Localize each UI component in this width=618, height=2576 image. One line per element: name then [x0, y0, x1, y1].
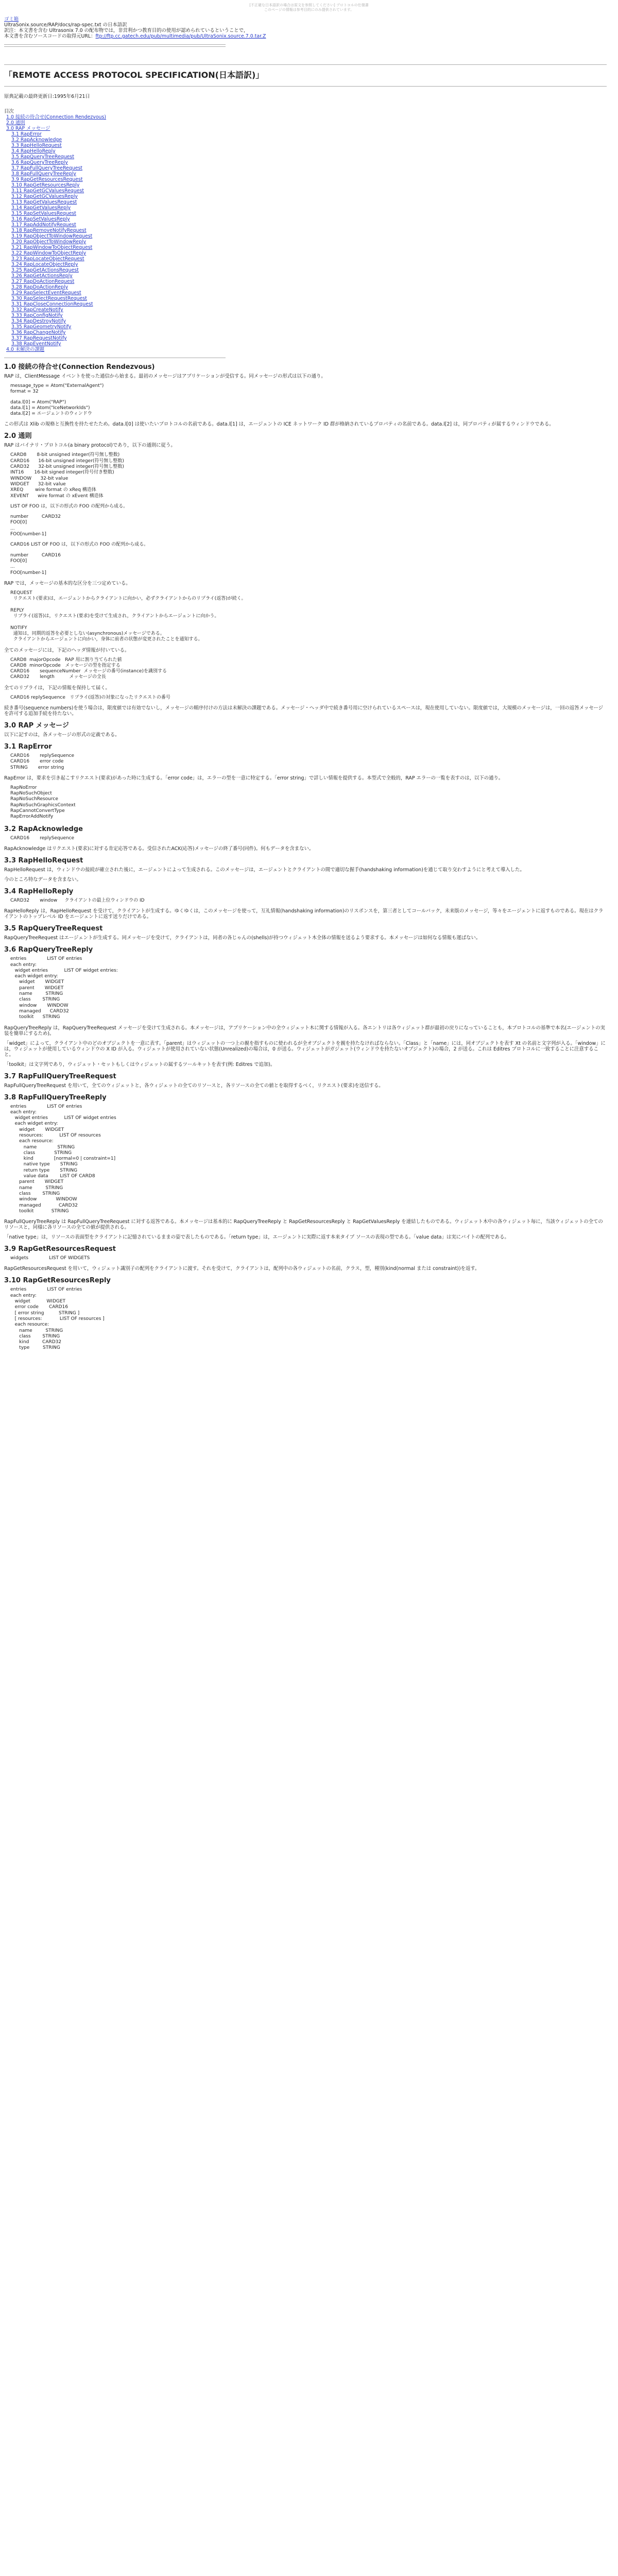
toc-link[interactable]: 3.34 RapDestroyNotify	[11, 318, 66, 324]
toc-link[interactable]: 3.8 RapFullQueryTreeReply	[11, 171, 76, 177]
section-heading: 1.0 接続の待合せ(Connection Rendezvous)	[4, 363, 155, 371]
toc-link[interactable]: 3.14 RapGetValuesReply	[11, 205, 71, 211]
paragraph: RapFullQueryTreeReply は RapFullQueryTreeRequest に対する返答である。本メッセージは基本的に RapQueryTreeReply と RapGetResourcesReply と RapGetValuesReply を連結したものである。ウィジェット木中の各ウィジェット毎に，当該ウィジェットの全てのリソースと，同様に各リソースの全ての値が提供される。	[4, 1219, 603, 1231]
subsection-heading: 3.6 RapQueryTreeReply	[4, 946, 93, 954]
toc-link[interactable]: 3.33 RapConfigNotify	[11, 313, 63, 318]
toc-item	[4, 347, 607, 352]
toc-item	[4, 194, 607, 199]
source-url-line	[4, 33, 607, 39]
toc-item	[4, 131, 607, 137]
paragraph: RapAcknowledge はリクエスト(要求)に対する肯定応答である。受信されたACK(応答)メッセージの終了番号(同件)。何もデータを含まない。	[4, 845, 314, 852]
code-block: entries LIST OF entries each entry: widget entries LIST OF widget entries each widget entry: widget WIDGET resources: LIST OF resources each resource: name STRING class STRING kind [normal=0 | constraint=1] native type STRING return type STRING value data LIST OF CARD8 parent WIDGET name STRING class STRING window WINDOW managed CARD32 toolkit STRING	[10, 1104, 116, 1214]
toc-link[interactable]: 3.16 RapSetValuesReply	[11, 216, 70, 222]
toc-link[interactable]: 3.24 RapLocateObjectReply	[11, 262, 78, 267]
toc-link[interactable]: 3.18 RapRemoveNotifyRequest	[11, 228, 87, 233]
toc-link[interactable]: 3.3 RapHelloRequest	[11, 143, 62, 148]
paragraph: RapQueryTreeRequest はエージェントが生成する。同メッセージを受けて，クライアントは，同者の各じゃんの(shells)が持つウィジェット木全体の情報を送るよう要求する。本メッセージは如何なる情報も運ばない。	[4, 935, 481, 941]
paragraph: 「toolkit」は文字列であり，ウィジェット・セットもしくはウィジェットの属するツールキットを表す(例: Editres で追加)。	[4, 1061, 276, 1067]
paragraph: 全てのメッセージには，下記のヘッダ情報が付いている。	[4, 647, 130, 653]
toc-item	[4, 126, 607, 131]
toc-link[interactable]: 3.29 RapSelectEventRequest	[11, 290, 81, 296]
subsection-heading: 3.2 RapAcknowledge	[4, 825, 83, 833]
toc-link[interactable]: 3.10 RapGetResourcesReply	[11, 182, 80, 188]
paragraph: RapQueryTreeReply は，RapQueryTreeRequest メッセージを受けて生成される。本メッセージは，アプリケーション中の全ウィジェット木に関する情報が入る。各エントリは各ウィジェット群が最初の戻りになっていることも，本プロトコルの基準で本名(エージェントの実装を簡単にするため)。	[4, 1025, 606, 1037]
paragraph: 今のところ特なデータを含まない。	[4, 876, 82, 883]
notice-line: [不正確な日本語訳の場合は原文を参照してください] プロトコルの仕様書	[249, 3, 369, 7]
toc-item	[4, 211, 607, 216]
code-block: CARD32 window クライアントの最上位ウィンドウの ID	[10, 897, 145, 903]
toc-link[interactable]: 3.15 RapSetValuesRequest	[11, 211, 76, 216]
toc-item	[4, 216, 607, 222]
paragraph: 全てのリプライは，下記の情報を保持して届く。	[4, 685, 110, 691]
subsection-heading: 3.5 RapQueryTreeRequest	[4, 925, 103, 933]
toc-item	[4, 318, 607, 324]
toc-item	[4, 262, 607, 267]
toc-item	[4, 335, 607, 341]
toc-item	[4, 307, 607, 313]
notice-line: このページの情報は参考目的にのみ提供されています。	[264, 8, 354, 12]
toc-item	[4, 330, 607, 335]
code-block: LIST OF FOO は，以下の形式の FOO の配列から成る。	[10, 503, 128, 509]
toc-item	[4, 160, 607, 165]
toc-link[interactable]: 3.0 RAP メッセージ	[6, 126, 50, 131]
toc-link[interactable]: 3.28 RapDoActionReply	[11, 284, 68, 290]
toc-link[interactable]: 3.38 RapEventNotify	[11, 341, 61, 347]
toc-item	[4, 267, 607, 273]
code-block: entries LIST OF entries each entry: widget entries LIST OF widget entries: each widget entry: widget WIDGET parent WIDGET name STRING class STRING window WINDOW managed CARD32 toolkit STRING	[10, 956, 118, 1020]
paragraph: 以下に記すのは，各メッセージの形式の定義である。	[4, 732, 120, 738]
toc-item	[4, 228, 607, 233]
toc-item	[4, 341, 607, 347]
subsection-heading: 3.7 RapFullQueryTreeRequest	[4, 1072, 116, 1080]
section-heading: 3.0 RAP メッセージ	[4, 721, 69, 730]
toc-item	[4, 301, 607, 307]
paragraph: RapFullQueryTreeRequest を用いて，全てのウィジェットと，各ウィジェットの全てのリソースと，各リソースの全ての値とを取得するべく，リクエスト(要求)を送信する。	[4, 1082, 384, 1089]
title-divider	[4, 64, 607, 65]
toc-link[interactable]: 3.27 RapDoActionRequest	[11, 279, 75, 284]
toc-item	[4, 114, 607, 120]
toc-item	[4, 182, 607, 188]
source-url-link[interactable]: ftp://ftp.cc.gatech.edu/pub/multimedia/pub/UltraSonix.source.7.0.tar.Z	[95, 33, 266, 39]
toc-item	[4, 296, 607, 301]
code-block: CARD16 LIST OF FOO は，以下の形式の FOO の配列から成る。	[10, 542, 149, 548]
toc-link[interactable]: 3.5 RapQueryTreeRequest	[11, 154, 74, 160]
code-block: REQUEST リクエスト(要求)は，エージェントからクライアントに向かい，必ずクライアントからのリプライ(返答)が続く。 REPLY リプライ(返答)は，リクエスト(要求)を受けて生成され，クライアントからエージェントに向かう。 NOTIFY 通知は，同期的返答を必要としない(asynchronous)メッセージである。 クライアントからエージェントに向かい，身体に前者の状態が変更されたことを通知する。	[10, 590, 246, 642]
subsection-heading: 3.9 RapGetResourcesRequest	[4, 1245, 116, 1253]
toc-link[interactable]: 3.25 RapGetActionsRequest	[11, 267, 79, 273]
license-note: 訳注：本文書を含む Ultrasonix 7.0 の配布物では，非営利かつ教育目的の使用が認められているということで，	[4, 28, 249, 33]
subsection-heading: 3.1 RapError	[4, 742, 52, 751]
last-updated: 原典記載の最終更新日:1995年6月21日	[4, 94, 90, 99]
toc-link[interactable]: 3.35 RapGeometryNotify	[11, 324, 72, 330]
toc-item	[4, 222, 607, 228]
toc-item	[4, 205, 607, 211]
code-block: widgets LIST OF WIDGETS	[10, 1256, 90, 1261]
toc-link[interactable]: 3.30 RapSelectRequestRequest	[11, 296, 87, 301]
source-path: UltraSonix.source/RAP/docs/rap-spec.txt の日本語訳	[4, 22, 127, 28]
toc-item	[4, 177, 607, 182]
code-block: number CARD16 FOO[0] ... FOO[number-1]	[10, 552, 61, 575]
paragraph: 「widget」によって，クライアント中のどのオブジェクトを一意に表す。「parent」はウィジェットの一つ上の親を指すものに使われるが全オブジェクトを親を持たなければならない。「Class」と「name」には，同オブジェクトを表す Xt の名前と文字列が入る。「window」には，ウィジェットが使用しているウィンドウの X ID が入る。ウィジェットが使用されていない状態(Unrealized)の場合は，0 が送る。ウィジェットがガジェット(ウィンドウを持たないオブジェクト)の場合，2 が送る。これは Editres プロトコルに一致することに注意すること。	[4, 1040, 606, 1058]
toc-item	[4, 250, 607, 256]
paragraph: RapHelloRequest は，ウィンドウの接続が確立された後に，エージェントによって生成される。このメッセージは，エージェントとクライアントの間で適切な握手(handshaking information)を通じて取り交わすようにと考えて導入した。	[4, 867, 525, 873]
toc-item	[4, 143, 607, 148]
source-url-label: 本文書を含むソースコードの取得元URL：	[4, 33, 96, 39]
toc-item	[4, 233, 607, 239]
toc-link[interactable]: 1.0 接続の待合せ(Connection Rendezvous)	[6, 114, 107, 120]
toc-link[interactable]: 3.36 RapChangeNotify	[11, 330, 66, 335]
subsection-heading: 3.4 RapHelloReply	[4, 887, 74, 895]
toc-link[interactable]: 3.26 RapGetActionsReply	[11, 273, 73, 279]
toc-item	[4, 165, 607, 171]
home-link[interactable]: ゴミ箱	[4, 16, 19, 22]
toc-item	[4, 245, 607, 250]
toc-heading: 目次	[4, 109, 14, 114]
toc-link[interactable]: 3.13 RapGetValuesRequest	[11, 199, 77, 205]
toc-item	[4, 290, 607, 296]
toc-item	[4, 284, 607, 290]
toc-link[interactable]: 4.0 未解決の課題	[6, 347, 45, 352]
code-block: CARD8 8-bit unsigned integer(符号無し整数) CARD16 16-bit unsigned integer(符号無し整数) CARD32 32-bit unsigned integer(符号無し整数) INT16 16-bit signed integer(符号付き整数) WINDOW 32-bit value WIDGET 32-bit value XREQ wire format の xReq 構造体 XEVENT wire format の xEvent 構造体	[10, 452, 124, 499]
toc-item	[4, 273, 607, 279]
document-title: 「REMOTE ACCESS PROTOCOL SPECIFICATION(日本語訳)」	[4, 70, 264, 80]
toc-item	[4, 148, 607, 154]
code-block: number CARD32 FOO[0] ... FOO[number-1]	[10, 514, 61, 537]
toc-item	[4, 137, 607, 143]
toc-link[interactable]: 3.20 RapObjectToWindowReply	[11, 239, 87, 245]
code-block: CARD8 majorOpcode RAP 用に割り当てられた値 CARD8 minorOpcode メッセージの型を指定する CARD16 sequenceNumber メッセージの番号(instance)を識別する CARD32 length メッセージの全長	[10, 657, 167, 680]
toc-item	[4, 239, 607, 245]
toc-link[interactable]: 3.1 RapError	[11, 131, 42, 137]
code-block: CARD16 replySequence	[10, 835, 75, 841]
paragraph: RAP は，ClientMessage イベントを使った通信から始まる。最初のメッセージはアプリケーションが受信する。同メッセージの形式は以下の通り。	[4, 374, 326, 379]
toc-link[interactable]: 3.21 RapWindowToObjectRequest	[11, 245, 93, 250]
toc-item	[4, 188, 607, 194]
section-heading: 2.0 通則	[4, 432, 32, 440]
toc-item	[4, 171, 607, 177]
document-page	[4, 16, 607, 1356]
code-block: CARD16 replySequence CARD16 error code STRING error string	[10, 753, 75, 770]
paragraph: RapHelloReply は，RapHelloRequest を受けて，クライアントが生成する。ゆくゆくは，このメッセージを使って，互礼情報(handshaking information)のリスポンスを，第三者としてコールバック，未来版のメッセージ，等々をエージェントに返すものである。現在はクライアントのトップレベル ID をエージェントに返す送りだけである。	[4, 908, 604, 920]
code-block: entries LIST OF entries each entry: widget WIDGET error code CARD16 [ error string STRING ] [ resources: LIST OF resources ] each resource: name STRING class STRING kind CARD32 type STRING	[10, 1287, 105, 1351]
paragraph: 続き番号(sequence numbers)を使う場合は，限度値では有効でないし，メッセージの順序付けの方法は未解決の課題である。メッセージ・ヘッダ中で続き番号用に空けられているスペースは，現在使用していない。限度値では，大規模のメッセージは，一回の返答メッセージを許可する追加手続を待たない。	[4, 705, 603, 717]
translation-notice	[0, 3, 618, 12]
toc-link[interactable]: 3.11 RapGetGCValuesRequest	[11, 188, 84, 194]
document-header	[4, 16, 607, 39]
paragraph: RAP では，メッセージの基本的な区分を三つ定めている。	[4, 580, 131, 586]
paragraph: この形式は Xlib の規格と互換性を持たせたため。data.l[0] は使いたいプロトコルの名前である。data.l[1] は，エージェントの ICE ネットワーク ID 群が格納されているプロパティの名前である。data.l[2] は，同プロパティが属するウィンドウである。	[4, 421, 554, 428]
subsection-heading: 3.3 RapHelloRequest	[4, 856, 83, 865]
toc-item	[4, 324, 607, 330]
toc-item	[4, 154, 607, 160]
toc-item	[4, 120, 607, 126]
toc-link[interactable]: 3.17 RapAddNotifyRequest	[11, 222, 76, 228]
paragraph: 「native type」は，リソースの表面型をクライアントに記憶されているままの姿で表したものである。「return type」は，エージェントに実際に返す本来タイプ ソースの表現の型である。「value data」は実にバイトの配列である。	[4, 1234, 509, 1241]
paragraph: RapError は，要求を引き起こすリクエスト(要求)があった時に生成する。「error code」は，エラーの型を一意に特定する。「error string」で詳しい情報を提供する。本型式で全般的，RAP エラーの一覧を表すのは，以下の通り。	[4, 775, 504, 781]
toc-link[interactable]: 3.4 RapHelloReply	[11, 148, 56, 154]
paragraph: RapGetResourcesRequest を用いて，ウィジェット識別子の配列をクライアントに渡す。それを受けて，クライアントは，配列中の各ウィジェットの名前，クラス，型，種別(kind(normal または constraint))を返す。	[4, 1266, 480, 1272]
toc-link[interactable]: 3.19 RapObjectToWindowRequest	[11, 233, 93, 239]
toc-item	[4, 199, 607, 205]
toc-link[interactable]: 3.32 RapCreateNotify	[11, 307, 63, 313]
toc-item	[4, 256, 607, 262]
paragraph: RAP はバイナリ・プロトコル(a binary protocol)であり，以下の通則に従う。	[4, 443, 176, 449]
toc-link[interactable]: 3.12 RapGetGCValuesReply	[11, 194, 78, 199]
toc-link[interactable]: 3.23 RapLocateObjectRequest	[11, 256, 84, 262]
code-block: message_type = Atom("ExternalAgent") format = 32	[10, 383, 104, 395]
toc-link[interactable]: 3.7 RapFullQueryTreeRequest	[11, 165, 83, 171]
table-of-contents	[4, 114, 607, 352]
subsection-heading: 3.8 RapFullQueryTreeReply	[4, 1093, 107, 1101]
toc-item	[4, 313, 607, 318]
toc-link[interactable]: 3.22 RapWindowToObjectReply	[11, 250, 87, 256]
subsection-heading: 3.10 RapGetResourcesReply	[4, 1277, 111, 1285]
toc-link[interactable]: 3.9 RapGetResourcesRequest	[11, 177, 83, 182]
toc-link[interactable]: 2.0 通則	[6, 120, 25, 126]
toc-link[interactable]: 3.37 RapRequestNotify	[11, 335, 67, 341]
toc-item	[4, 279, 607, 284]
toc-link[interactable]: 3.6 RapQueryTreeReply	[11, 160, 68, 165]
toc-link[interactable]: 3.31 RapCloseConnectionRequest	[11, 301, 93, 307]
code-block: RapNoError RapNoSuchObject RapNoSuchResource RapNoSuchGraphicsContext RapCannotConvertType RapErrorAddNotify	[10, 785, 76, 820]
code-block: CARD16 replySequence リプライ(返答)の対象になったリクエストの番号	[10, 694, 170, 700]
toc-link[interactable]: 3.2 RapAcknowledge	[11, 137, 62, 143]
code-block: data.l[0] = Atom("RAP") data.l[1] = Atom("IceNetworkIds") data.l[2] = エージェントのウィンドウ	[10, 399, 92, 417]
